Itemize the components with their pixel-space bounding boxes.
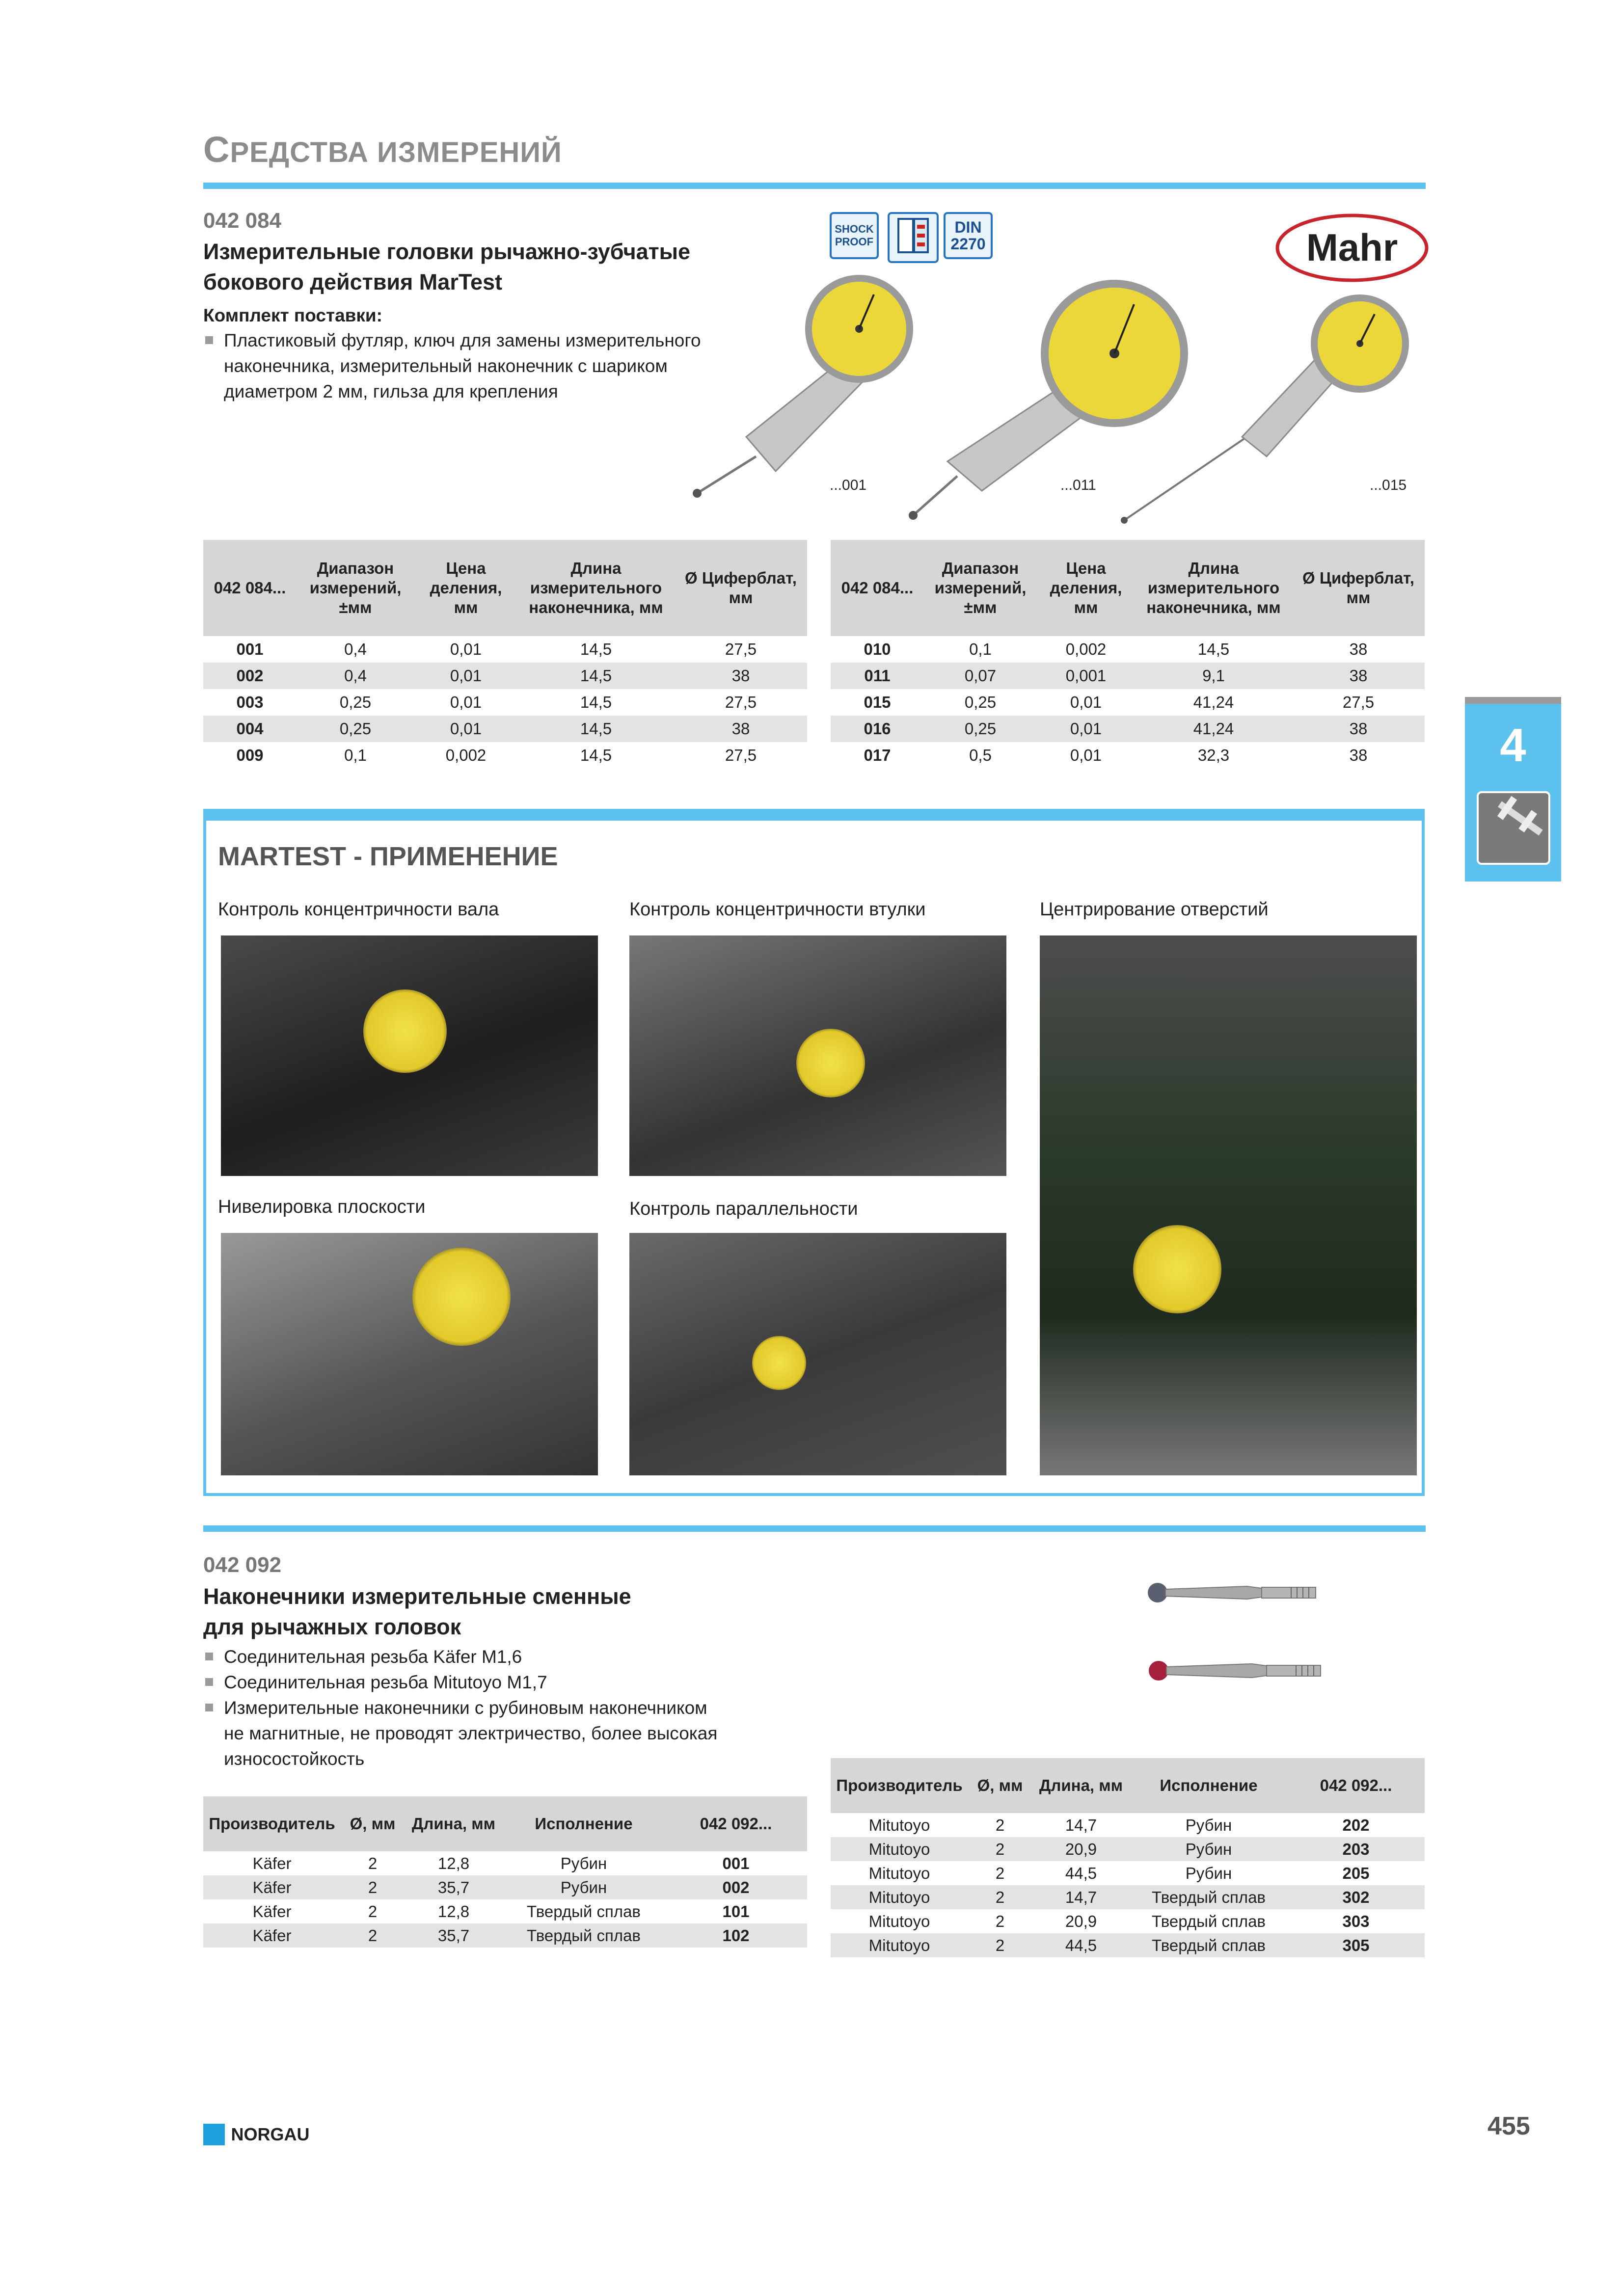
table-header: Исполнение — [1130, 1758, 1287, 1813]
table-header: Исполнение — [503, 1796, 665, 1851]
table-header: Длина измерительного наконечника, мм — [1135, 540, 1292, 636]
photo-bushing-concentricity — [629, 935, 1006, 1176]
shock-badge-text2: PROOF — [835, 236, 874, 248]
table-row: 016 0,25 0,01 41,24 38 — [831, 716, 1425, 742]
table-header: Длина, мм — [405, 1796, 503, 1851]
page-title-rest: РЕДСТВА ИЗМЕРЕНИЙ — [230, 136, 562, 168]
tips-table-kafer — [203, 1796, 807, 1948]
product-code: 042 084 — [203, 209, 282, 233]
table-row: 010 0,1 0,002 14,5 38 — [864, 640, 1368, 658]
kit-label: Комплект поставки: — [203, 305, 382, 325]
product-title — [203, 237, 690, 297]
table-header: Цена деления, мм — [1037, 540, 1135, 636]
bullet-mitutoyo: Соединительная резьба Mitutoyo M1,7 — [203, 1670, 841, 1695]
caption-hole-centering: Центрирование отверстий — [1040, 899, 1269, 920]
shock-badge-text1: SHOCK — [835, 223, 874, 235]
table-header: Цена деления, мм — [414, 540, 517, 636]
standard-icon — [888, 212, 939, 263]
table-row: Käfer 2 35,7 Твердый сплав 102 — [203, 1923, 807, 1948]
mahr-logo — [1274, 212, 1430, 284]
table-row: Mitutoyo 2 20,9 Твердый сплав 303 — [868, 1912, 1370, 1930]
table-header: 042 092... — [1287, 1758, 1425, 1813]
tips-description — [203, 1644, 841, 1772]
table-header: Длина измерительного наконечника, мм — [517, 540, 675, 636]
product-title-2-line2: для рычажных головок — [203, 1614, 461, 1639]
caption-shaft-concentricity: Контроль концентричности вала — [218, 899, 499, 920]
table-row: Mitutoyo 2 44,5 Рубин 205 — [868, 1864, 1370, 1882]
photo-parallelism — [629, 1233, 1006, 1475]
norgau-logo-mark — [203, 2124, 225, 2145]
product-title-2-line1: Наконечники измерительные сменные — [203, 1584, 631, 1609]
table-header: Длина, мм — [1032, 1758, 1130, 1813]
shock-proof-badge — [830, 212, 879, 259]
table-header: Производитель — [831, 1758, 968, 1813]
chapter-tab[interactable] — [1465, 697, 1561, 881]
table-header: 042 084... — [831, 540, 924, 636]
photo-hole-centering — [1040, 935, 1417, 1475]
product-title-line2: бокового действия MarTest — [203, 269, 503, 294]
table-row: Mitutoyo 2 20,9 Рубин 203 — [831, 1837, 1425, 1861]
table-row: 002 0,4 0,01 14,5 38 — [203, 663, 807, 689]
table-row: 001 0,4 0,01 14,5 27,5 — [236, 640, 757, 658]
table-row: Mitutoyo 2 14,7 Твердый сплав 302 — [831, 1885, 1425, 1909]
table-row: 003 0,25 0,01 14,5 27,5 — [236, 693, 757, 711]
product-images — [682, 275, 1429, 540]
product-code-2: 042 092 — [203, 1553, 282, 1577]
page-title — [203, 129, 562, 170]
probe-tips-image — [1144, 1571, 1360, 1698]
application-section — [203, 809, 1425, 1496]
bullet-ruby-line1: Измерительные наконечники с рубиновым наконечником — [203, 1695, 841, 1721]
section2-rule — [203, 1525, 1426, 1532]
table-header: Производитель — [203, 1796, 341, 1851]
table-row: 011 0,07 0,001 9,1 38 — [831, 663, 1425, 689]
kit-line3: диаметром 2 мм, гильза для крепления — [224, 381, 558, 401]
bullet-kafer: Соединительная резьба Käfer M1,6 — [203, 1644, 841, 1670]
caption-bushing-concentricity: Контроль концентричности втулки — [629, 899, 926, 920]
table-row: Mitutoyo 2 14,7 Рубин 202 — [868, 1815, 1370, 1834]
mahr-logo-text: Mahr — [1306, 226, 1398, 269]
bullet-ruby-line3: износостойкость — [224, 1749, 365, 1769]
tips-table-mitutoyo — [831, 1758, 1425, 1957]
indicator-001-image — [693, 275, 913, 498]
ruby-ball-tip-image — [1149, 1661, 1321, 1681]
table-header: Ø Циферблат, мм — [675, 540, 807, 636]
kit-line2: наконечника, измерительный наконечник с шариком — [224, 356, 668, 376]
table-header: 042 084... — [203, 540, 297, 636]
table-row: 004 0,25 0,01 14,5 38 — [203, 716, 807, 742]
image-label-001: ...001 — [830, 477, 867, 493]
din-badge-text2: 2270 — [950, 235, 986, 253]
din-badge-text1: DIN — [954, 218, 982, 236]
table-header: Ø Циферблат, мм — [1292, 540, 1425, 636]
photo-shaft-concentricity — [221, 935, 598, 1176]
spec-table-1 — [203, 540, 807, 769]
table-row: Käfer 2 12,8 Твердый сплав 101 — [252, 1902, 750, 1921]
bullet-ruby-line2: не магнитные, не проводят электричество, более высокая — [224, 1723, 718, 1743]
norgau-logo-text: NORGAU — [231, 2124, 310, 2144]
steel-ball-tip-image — [1148, 1583, 1316, 1602]
table-row: 015 0,25 0,01 41,24 27,5 — [864, 693, 1375, 711]
page-title-initial: С — [203, 129, 230, 170]
table-header: Диапазон измерений, ±мм — [924, 540, 1037, 636]
chapter-number: 4 — [1500, 719, 1526, 772]
table-row: Käfer 2 35,7 Рубин 002 — [203, 1875, 807, 1899]
table-header: Ø, мм — [968, 1758, 1032, 1813]
image-label-015: ...015 — [1370, 477, 1407, 493]
table-header: Диапазон измерений, ±мм — [297, 540, 414, 636]
norgau-logo[interactable] — [203, 2124, 309, 2145]
product-title-line1: Измерительные головки рычажно-зубчатые — [203, 239, 691, 264]
table-row: 009 0,1 0,002 14,5 27,5 — [236, 746, 757, 764]
caliper-icon — [1477, 791, 1550, 865]
spec-table-2 — [831, 540, 1425, 769]
caption-parallelism: Контроль параллельности — [629, 1199, 858, 1219]
indicator-011-image — [909, 280, 1188, 520]
application-title: MARTEST - ПРИМЕНЕНИЕ — [218, 842, 558, 871]
table-row: 017 0,5 0,01 32,3 38 — [864, 746, 1368, 764]
image-label-011: ...011 — [1060, 477, 1096, 493]
photo-surface-leveling — [221, 1233, 598, 1475]
caption-surface-leveling: Нивелировка плоскости — [218, 1197, 426, 1217]
table-header: 042 092... — [665, 1796, 807, 1851]
din-badge — [944, 212, 993, 259]
table-header: Ø, мм — [341, 1796, 405, 1851]
kit-line1: Пластиковый футляр, ключ для замены измерительного — [203, 328, 817, 353]
header-rule — [203, 183, 1426, 189]
table-row: Mitutoyo 2 44,5 Твердый сплав 305 — [831, 1933, 1425, 1957]
product-title-2 — [203, 1581, 631, 1642]
table-row: Käfer 2 12,8 Рубин 001 — [252, 1854, 750, 1872]
page-number: 455 — [1488, 2112, 1530, 2140]
